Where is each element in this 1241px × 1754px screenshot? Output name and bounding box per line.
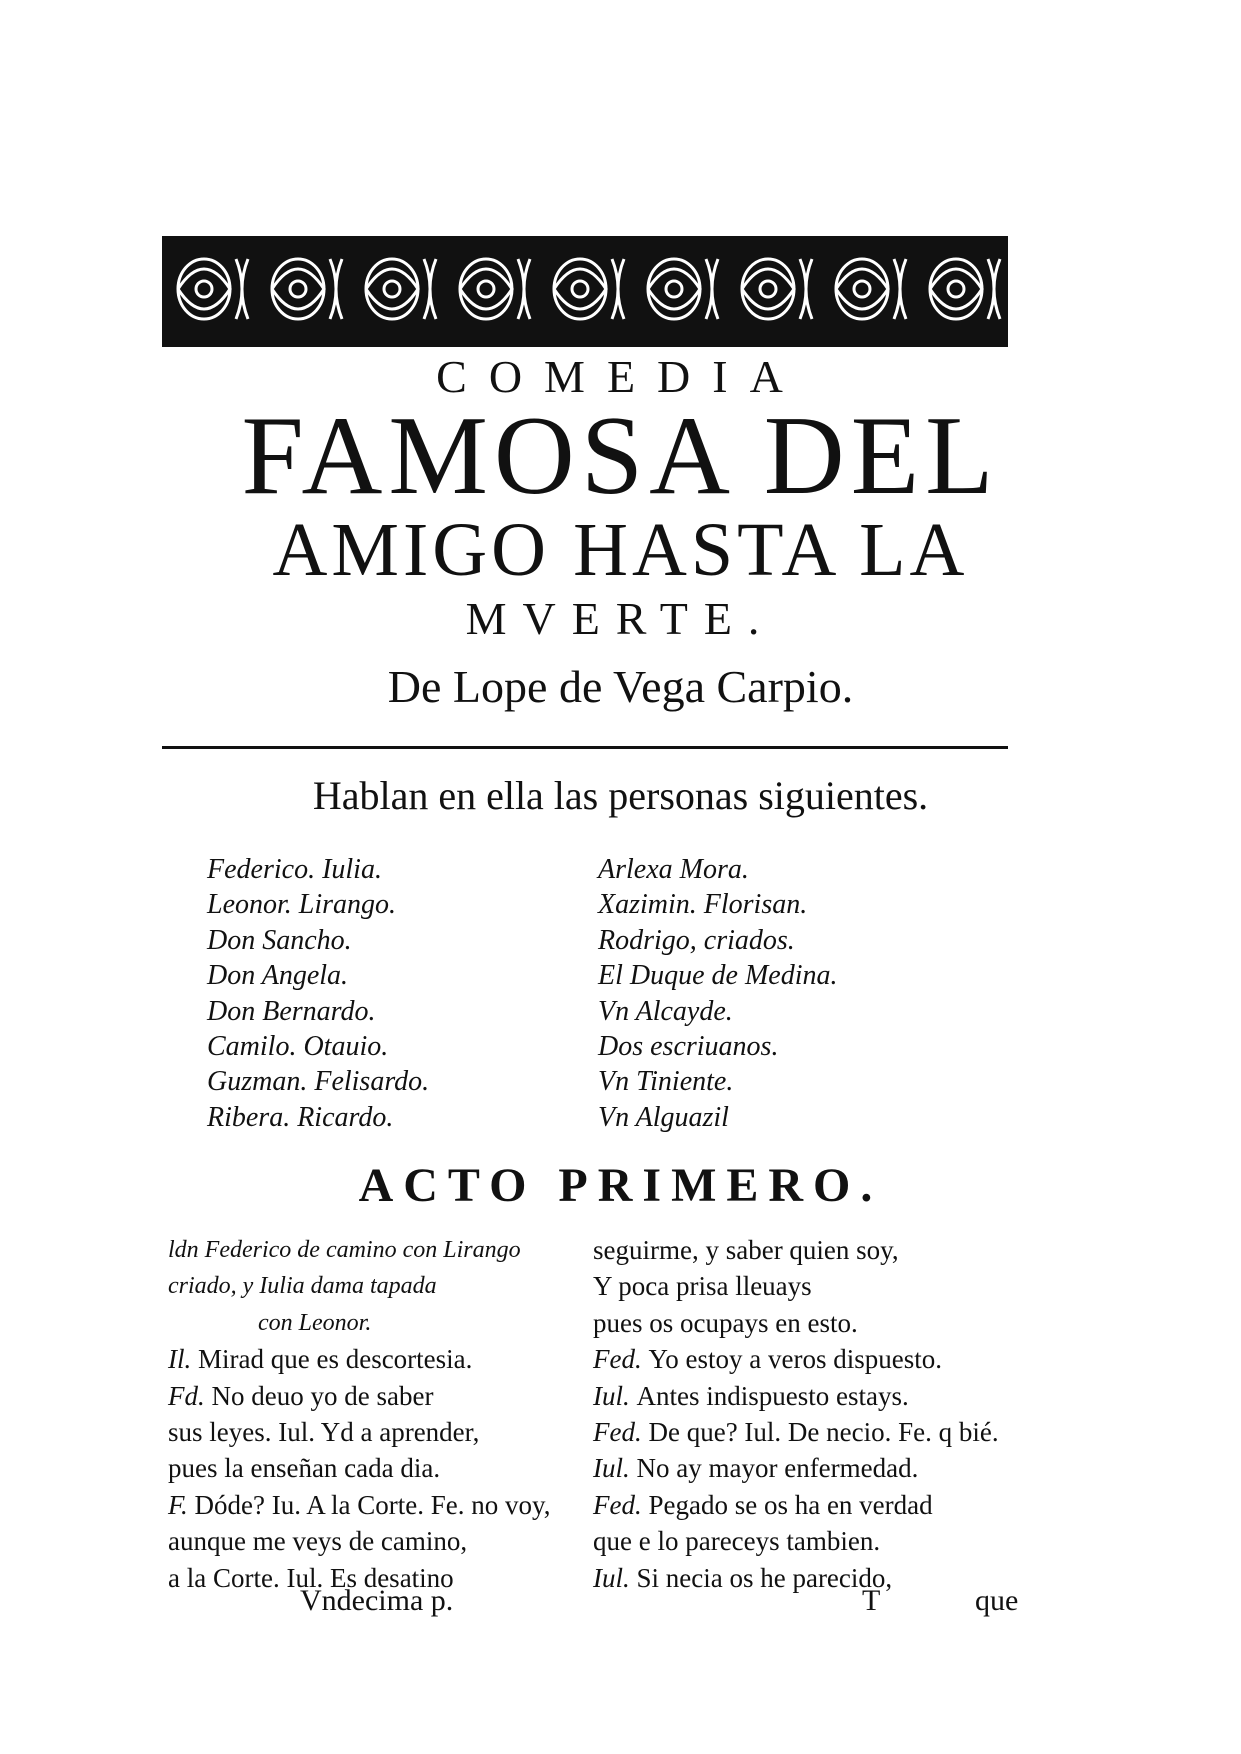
verse-text: No ay mayor enfermedad. — [636, 1453, 919, 1484]
cast-list-left — [207, 852, 429, 1135]
verse-text: Dóde? Iu. A la Corte. Fe. no voy, — [194, 1489, 551, 1520]
horizontal-rule — [162, 746, 1008, 749]
cast-item: Vn Alcayde. — [598, 995, 733, 1027]
cast-item: Camilo. Otauio. — [207, 1031, 389, 1063]
verse-line — [168, 1378, 550, 1414]
author-line: De Lope de Vega Carpio. — [387, 661, 854, 712]
act-heading: ACTO PRIMERO. — [358, 1159, 883, 1212]
title-line-4: MVERTE. — [465, 593, 776, 644]
cast-item: Don Sancho. — [207, 924, 352, 956]
cast-item: Xazimin. Florisan. — [598, 889, 808, 921]
verse-text: aunque me veys de camino, — [168, 1526, 468, 1557]
cast-item: Leonor. Lirango. — [207, 889, 397, 921]
verse-text: con Leonor. — [258, 1309, 372, 1336]
verse-line — [168, 1341, 550, 1377]
verse-text: sus leyes. Iul. Yd a aprender, — [168, 1417, 480, 1448]
speaker-abbrev: Fed. — [593, 1344, 649, 1375]
verse-text: Pegado se os ha en verdad — [648, 1489, 933, 1520]
verse-text: De que? Iul. De necio. Fe. q bié. — [648, 1417, 999, 1448]
cast-item: El Duque de Medina. — [598, 960, 838, 992]
signature-mark: Vndecima p. — [300, 1584, 454, 1617]
verse-column-left — [168, 1232, 550, 1596]
verse-text: Mirad que es descortesia. — [198, 1344, 473, 1375]
title-line-1: COMEDIA — [436, 351, 805, 402]
verse-text: que e lo pareceys tambien. — [593, 1526, 881, 1557]
cast-item: Vn Alguazil — [598, 1101, 729, 1133]
sheet-letter: T — [862, 1584, 881, 1617]
cast-item: Arlexa Mora. — [598, 854, 749, 885]
verse-line — [593, 1560, 999, 1596]
speaker-abbrev: Il. — [168, 1344, 198, 1375]
speaker-abbrev: Fd. — [168, 1380, 212, 1411]
speaker-abbrev: Fed. — [593, 1489, 649, 1520]
cast-item: Don Angela. — [207, 960, 349, 992]
verse-line — [593, 1305, 999, 1341]
verse-column-right — [593, 1232, 999, 1596]
cast-item: Ribera. Ricardo. — [207, 1101, 394, 1133]
verse-text: pues la enseñan cada dia. — [168, 1453, 441, 1484]
verse-line — [593, 1450, 999, 1486]
verse-line — [593, 1378, 999, 1414]
speaker-abbrev: Iul. — [593, 1453, 637, 1484]
verse-line — [168, 1487, 550, 1523]
catchword: que — [975, 1584, 1019, 1617]
verse-line — [593, 1414, 999, 1450]
cast-heading: Hablan en ella las personas siguientes. — [312, 773, 929, 818]
speaker-abbrev: Iul. — [593, 1562, 637, 1593]
cast-item: Federico. Iulia. — [207, 854, 382, 885]
title-line-3: AMIGO HASTA LA — [272, 508, 969, 592]
verse-text: ldn Federico de camino con Lirango — [168, 1237, 521, 1263]
cast-item: Vn Tiniente. — [598, 1066, 734, 1098]
title-line-2: FAMOSA DEL — [241, 394, 1000, 518]
cast-list-right — [598, 852, 838, 1135]
cast-item: Rodrigo, criados. — [598, 924, 795, 956]
verse-line — [168, 1268, 550, 1304]
verse-text: pues os ocupays en esto. — [593, 1307, 858, 1338]
verse-line — [593, 1487, 999, 1523]
verse-text: seguirme, y saber quien soy, — [593, 1235, 899, 1265]
verse-line — [593, 1268, 999, 1304]
verse-text: Yo estoy a veros dispuesto. — [648, 1344, 942, 1375]
speaker-abbrev: F. — [168, 1489, 195, 1520]
cast-item: Dos escriuanos. — [598, 1031, 779, 1063]
verse-line — [168, 1305, 550, 1341]
floral-band-icon — [162, 239, 1008, 338]
cast-item: Guzman. Felisardo. — [207, 1066, 430, 1098]
verse-text: Si necia os he parecido, — [636, 1562, 893, 1593]
speaker-abbrev: Iul. — [593, 1380, 637, 1411]
verse-text: criado, y Iulia dama tapada — [168, 1273, 437, 1300]
speaker-abbrev: Fed. — [593, 1417, 649, 1448]
verse-line — [168, 1523, 550, 1559]
verse-text: Y poca prisa lleuays — [593, 1271, 812, 1302]
verse-line — [168, 1414, 550, 1450]
verse-text: Antes indispuesto estays. — [636, 1380, 909, 1411]
floral-band-ornament — [162, 236, 1008, 347]
verse-text: a la Corte. Iul. Es desatino — [168, 1562, 454, 1593]
verse-line — [168, 1450, 550, 1486]
cast-item: Don Bernardo. — [207, 995, 376, 1027]
verse-line — [593, 1341, 999, 1377]
verse-line — [593, 1232, 999, 1268]
verse-line — [593, 1523, 999, 1559]
verse-line — [168, 1232, 550, 1268]
verse-text: No deuo yo de saber — [211, 1380, 434, 1411]
